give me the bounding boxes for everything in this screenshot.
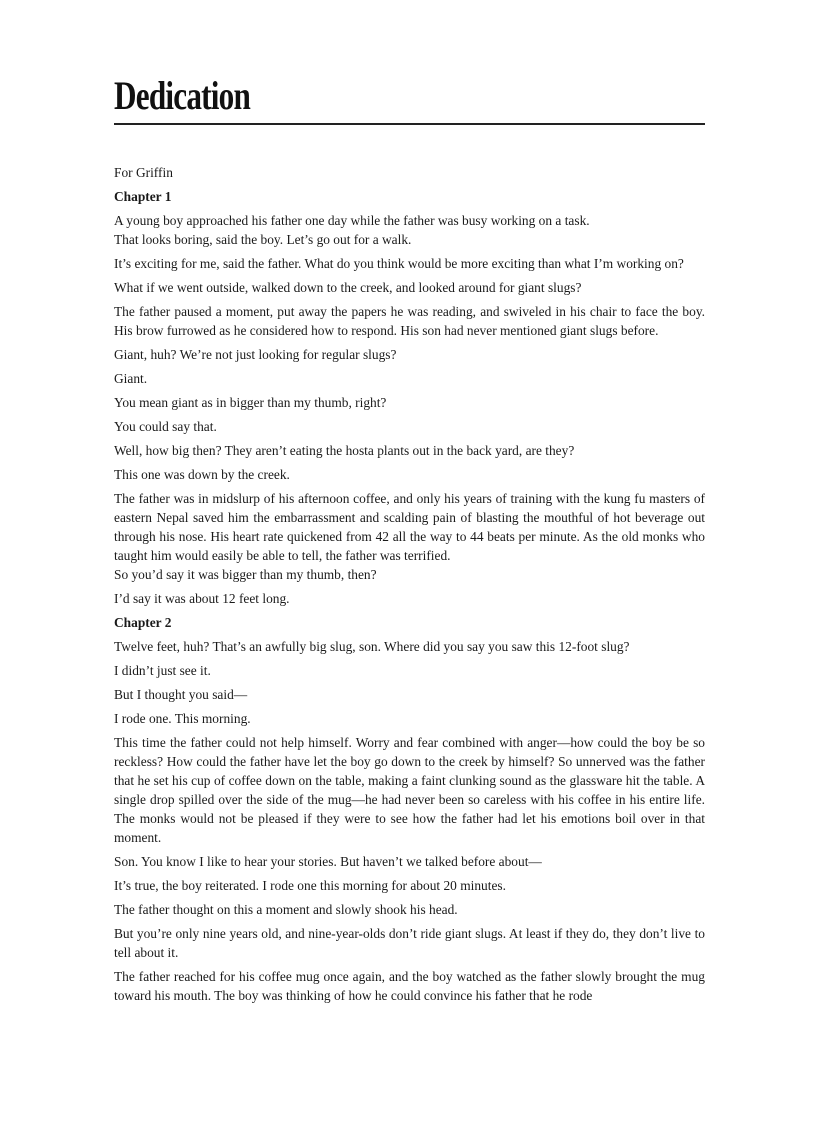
ch2-paragraph-9: But you’re only nine years old, and nine-year-olds don’t ride giant slugs. At least if they do, they don’t live to tell about it. [114,926,705,960]
ch2-paragraph-1: Twelve feet, huh? That’s an awfully big slug, son. Where did you say you saw this 12-foot slug? [114,639,630,654]
ch1-paragraph-2: That looks boring, said the boy. Let’s go out for a walk. [114,232,412,247]
ch2-paragraph-2: I didn’t just see it. [114,663,211,678]
page-title: Dedication [114,73,251,118]
ch1-paragraph-14: I’d say it was about 12 feet long. [114,591,290,606]
ch2-paragraph-8: The father thought on this a moment and slowly shook his head. [114,902,458,917]
title-divider [114,123,705,125]
ch2-paragraph-3: But I thought you said— [114,687,248,702]
ch1-paragraph-6: Giant, huh? We’re not just looking for regular slugs? [114,347,397,362]
ch1-paragraph-3: It’s exciting for me, said the father. What do you think would be more exciting than what I’m working on? [114,256,684,271]
ch1-paragraph-9: You could say that. [114,419,217,434]
ch1-paragraph-7: Giant. [114,371,148,386]
ch1-paragraph-1: A young boy approached his father one day while the father was busy working on a task. [114,213,590,228]
ch2-paragraph-7: It’s true, the boy reiterated. I rode one this morning for about 20 minutes. [114,878,506,893]
chapter-1-heading: Chapter 1 [114,189,172,204]
ch1-paragraph-8: You mean giant as in bigger than my thumb, right? [114,395,387,410]
document-body [114,163,705,1010]
ch2-paragraph-6: Son. You know I like to hear your stories. But haven’t we talked before about— [114,854,542,869]
dedication-text: For Griffin [114,165,173,180]
ch1-paragraph-10: Well, how big then? They aren’t eating the hosta plants out in the back yard, are they? [114,443,575,458]
ch1-paragraph-4: What if we went outside, walked down to the creek, and looked around for giant slugs? [114,280,582,295]
ch1-paragraph-5: The father paused a moment, put away the papers he was reading, and swiveled in his chair to face the boy. His brow furrowed as he considered how to respond. His son had never mentioned giant slugs before. [114,304,705,338]
ch1-paragraph-12: The father was in midslurp of his afternoon coffee, and only his years of training with the kung fu masters of eastern Nepal saved him the embarrassment and scalding pain of blasting the mouthful of hot beverage out through his nose. His heart rate quickened from 42 all the way to 44 beats per minute. As the old monks who taught him would easily be able to tell, the father was terrified. [114,491,705,563]
ch1-paragraph-11: This one was down by the creek. [114,467,290,482]
ch2-paragraph-5: This time the father could not help himself. Worry and fear combined with anger—how could the boy be so reckless? How could the father have let the boy go down to the creek by himself? So unnerved was the father that he set his cup of coffee down on the table, making a faint clunking sound as the glassware hit the table. A single drop spilled over the side of the mug—he had never been so careless with his coffee in his entire life. The monks would not be pleased if they were to see how the father had let his emotions boil over in that moment. [114,735,705,845]
chapter-2-heading: Chapter 2 [114,615,172,630]
ch1-paragraph-13: So you’d say it was bigger than my thumb, then? [114,567,377,582]
ch2-paragraph-4: I rode one. This morning. [114,711,251,726]
ch2-paragraph-10: The father reached for his coffee mug once again, and the boy watched as the father slowly brought the mug toward his mouth. The boy was thinking of how he could convince his father that he rode [114,969,705,1003]
